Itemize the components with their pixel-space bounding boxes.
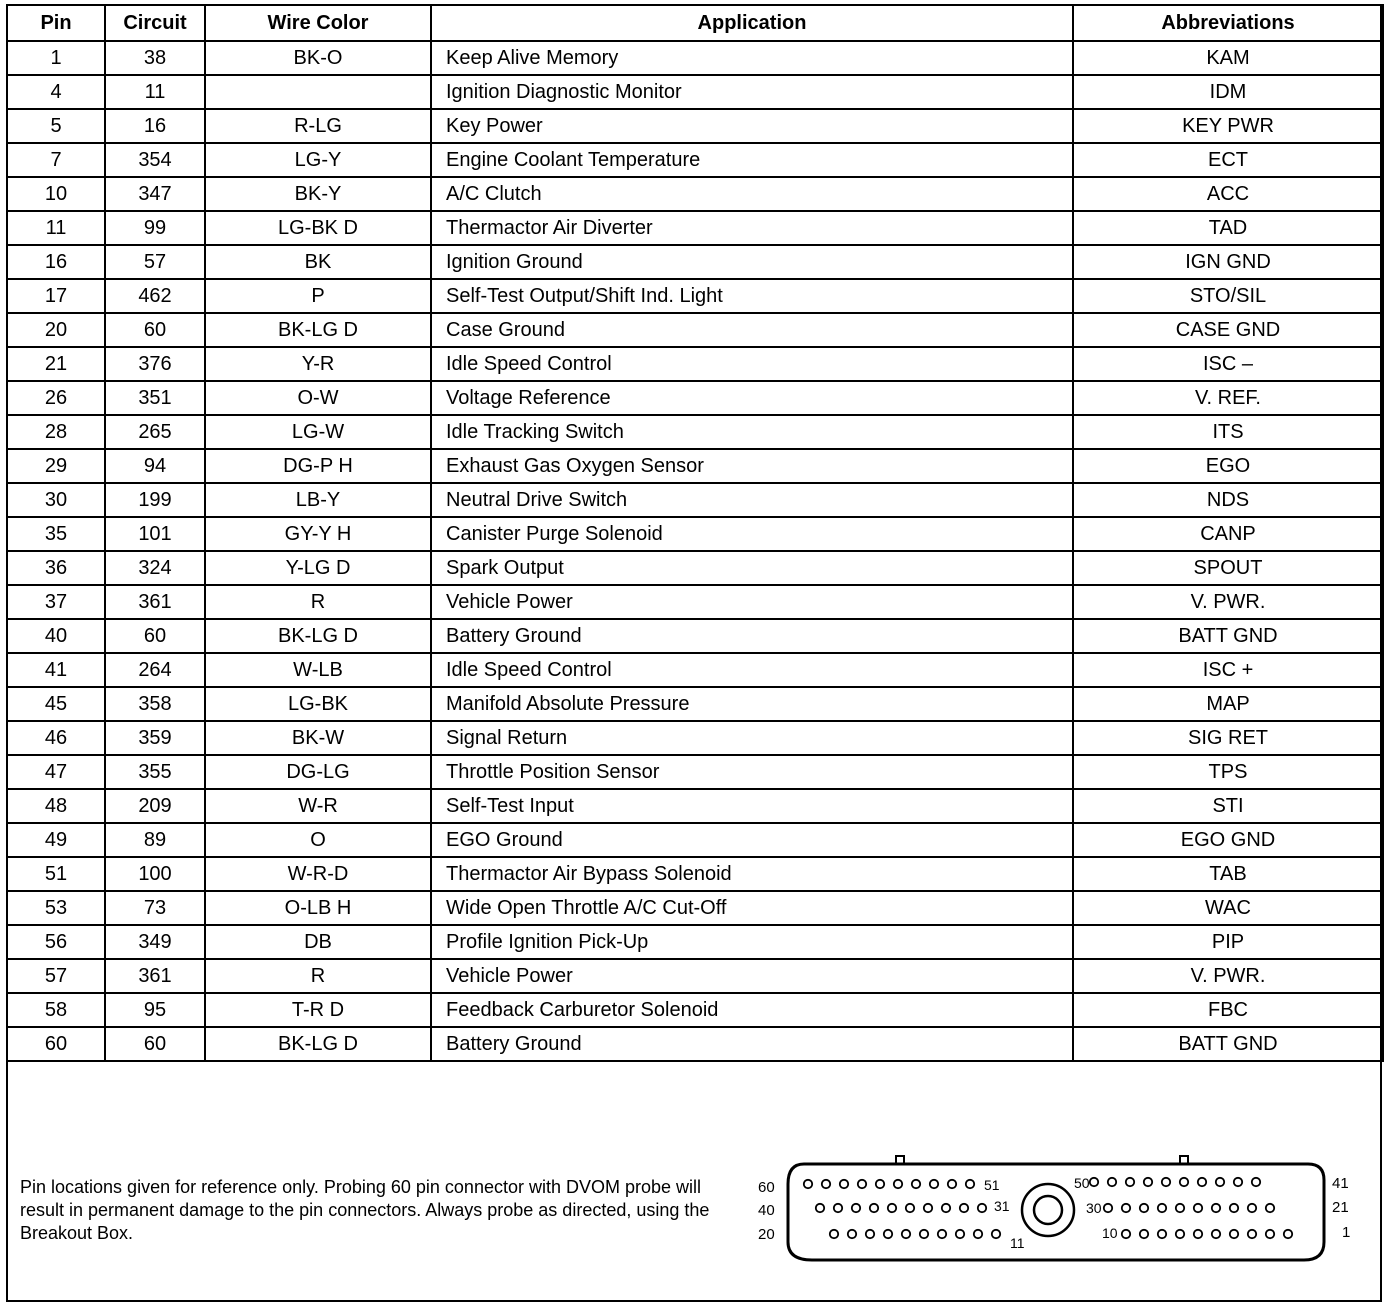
connector-label-41: 41	[1332, 1175, 1349, 1192]
cell-application: Case Ground	[431, 313, 1073, 347]
cell-wire-color: W-LB	[205, 653, 431, 687]
cell-circuit: 94	[105, 449, 205, 483]
cell-pin: 17	[7, 279, 105, 313]
cell-pin: 10	[7, 177, 105, 211]
table-row	[7, 551, 1383, 585]
cell-wire-color: O	[205, 823, 431, 857]
table-row	[7, 653, 1383, 687]
connector-pin	[1140, 1230, 1148, 1238]
table-row	[7, 925, 1383, 959]
cell-abbreviation: PIP	[1073, 925, 1383, 959]
cell-pin: 45	[7, 687, 105, 721]
cell-abbreviation: ACC	[1073, 177, 1383, 211]
connector-pin	[978, 1204, 986, 1212]
cell-application: Vehicle Power	[431, 585, 1073, 619]
table-row	[7, 755, 1383, 789]
connector-label-50: 50	[1074, 1175, 1090, 1191]
connector-pin	[1126, 1178, 1134, 1186]
table-row	[7, 177, 1383, 211]
cell-wire-color: GY-Y H	[205, 517, 431, 551]
table-row	[7, 959, 1383, 993]
cell-abbreviation: TPS	[1073, 755, 1383, 789]
cell-pin: 1	[7, 41, 105, 75]
connector-svg	[752, 1148, 1372, 1268]
cell-abbreviation: CANP	[1073, 517, 1383, 551]
connector-pin	[1252, 1178, 1260, 1186]
connector-pin	[1248, 1230, 1256, 1238]
cell-abbreviation: TAB	[1073, 857, 1383, 891]
cell-circuit: 101	[105, 517, 205, 551]
cell-abbreviation: TAD	[1073, 211, 1383, 245]
cell-application: Thermactor Air Diverter	[431, 211, 1073, 245]
header-abbreviations: Abbreviations	[1073, 5, 1383, 41]
connector-pin	[816, 1204, 824, 1212]
cell-circuit: 349	[105, 925, 205, 959]
connector-center-hole	[1034, 1196, 1062, 1224]
cell-circuit: 209	[105, 789, 205, 823]
cell-pin: 30	[7, 483, 105, 517]
cell-pin: 57	[7, 959, 105, 993]
cell-circuit: 11	[105, 75, 205, 109]
table-row	[7, 347, 1383, 381]
cell-pin: 28	[7, 415, 105, 449]
cell-pin: 7	[7, 143, 105, 177]
cell-pin: 16	[7, 245, 105, 279]
cell-abbreviation: IDM	[1073, 75, 1383, 109]
connector-pin	[992, 1230, 1000, 1238]
cell-pin: 29	[7, 449, 105, 483]
cell-wire-color: W-R-D	[205, 857, 431, 891]
connector-pin	[1158, 1230, 1166, 1238]
connector-pin	[1176, 1230, 1184, 1238]
cell-application: Exhaust Gas Oxygen Sensor	[431, 449, 1073, 483]
cell-pin: 21	[7, 347, 105, 381]
connector-diagram	[752, 1148, 1372, 1268]
cell-circuit: 16	[105, 109, 205, 143]
cell-application: Ignition Ground	[431, 245, 1073, 279]
cell-wire-color: BK	[205, 245, 431, 279]
cell-wire-color: LG-Y	[205, 143, 431, 177]
cell-wire-color: Y-LG D	[205, 551, 431, 585]
connector-pin	[1180, 1178, 1188, 1186]
connector-pin	[956, 1230, 964, 1238]
cell-application: Spark Output	[431, 551, 1073, 585]
cell-wire-color: BK-LG D	[205, 313, 431, 347]
connector-pin	[1108, 1178, 1116, 1186]
connector-pin	[1216, 1178, 1224, 1186]
cell-wire-color	[205, 75, 431, 109]
cell-abbreviation: EGO GND	[1073, 823, 1383, 857]
connector-pin	[1162, 1178, 1170, 1186]
cell-pin: 4	[7, 75, 105, 109]
cell-wire-color: BK-LG D	[205, 619, 431, 653]
connector-center-ring	[1022, 1184, 1074, 1236]
connector-pin	[966, 1180, 974, 1188]
connector-pin	[1212, 1204, 1220, 1212]
cell-wire-color: DG-LG	[205, 755, 431, 789]
connector-pin	[834, 1204, 842, 1212]
connector-label-60: 60	[758, 1179, 775, 1196]
cell-application: Self-Test Input	[431, 789, 1073, 823]
table-row	[7, 993, 1383, 1027]
cell-circuit: 361	[105, 959, 205, 993]
table-row	[7, 449, 1383, 483]
cell-application: Engine Coolant Temperature	[431, 143, 1073, 177]
cell-abbreviation: ISC +	[1073, 653, 1383, 687]
cell-circuit: 89	[105, 823, 205, 857]
table-row	[7, 245, 1383, 279]
cell-application: Idle Speed Control	[431, 653, 1073, 687]
cell-circuit: 359	[105, 721, 205, 755]
cell-abbreviation: ECT	[1073, 143, 1383, 177]
connector-pin	[960, 1204, 968, 1212]
pin-table	[6, 4, 1384, 1062]
connector-pin	[1194, 1204, 1202, 1212]
cell-abbreviation: KEY PWR	[1073, 109, 1383, 143]
cell-application: EGO Ground	[431, 823, 1073, 857]
cell-pin: 20	[7, 313, 105, 347]
header-row	[7, 5, 1383, 41]
cell-abbreviation: ISC –	[1073, 347, 1383, 381]
connector-pin	[1284, 1230, 1292, 1238]
connector-pin	[870, 1204, 878, 1212]
cell-pin: 41	[7, 653, 105, 687]
cell-circuit: 199	[105, 483, 205, 517]
cell-abbreviation: V. PWR.	[1073, 585, 1383, 619]
cell-wire-color: BK-O	[205, 41, 431, 75]
connector-pin	[848, 1230, 856, 1238]
cell-wire-color: LG-W	[205, 415, 431, 449]
connector-pin	[974, 1230, 982, 1238]
connector-pin	[1104, 1204, 1112, 1212]
connector-label-40: 40	[758, 1202, 775, 1219]
connector-pin	[1230, 1230, 1238, 1238]
connector-pin	[1140, 1204, 1148, 1212]
table-row	[7, 279, 1383, 313]
table-row	[7, 415, 1383, 449]
connector-pin	[894, 1180, 902, 1188]
connector-pin	[948, 1180, 956, 1188]
cell-pin: 37	[7, 585, 105, 619]
table-row	[7, 211, 1383, 245]
cell-circuit: 60	[105, 619, 205, 653]
cell-wire-color: R-LG	[205, 109, 431, 143]
cell-pin: 11	[7, 211, 105, 245]
connector-pin	[852, 1204, 860, 1212]
cell-pin: 46	[7, 721, 105, 755]
table-row	[7, 109, 1383, 143]
table-row	[7, 789, 1383, 823]
connector-outline	[788, 1164, 1324, 1260]
pin-table-body	[7, 41, 1383, 1061]
connector-pin	[912, 1180, 920, 1188]
cell-circuit: 264	[105, 653, 205, 687]
cell-pin: 60	[7, 1027, 105, 1061]
table-row	[7, 619, 1383, 653]
connector-pin	[920, 1230, 928, 1238]
cell-application: Vehicle Power	[431, 959, 1073, 993]
connector-pin	[804, 1180, 812, 1188]
cell-pin: 5	[7, 109, 105, 143]
cell-wire-color: DG-P H	[205, 449, 431, 483]
cell-wire-color: W-R	[205, 789, 431, 823]
cell-circuit: 376	[105, 347, 205, 381]
connector-label-51: 51	[984, 1177, 1000, 1193]
table-row	[7, 585, 1383, 619]
connector-pin	[1248, 1204, 1256, 1212]
table-row	[7, 143, 1383, 177]
connector-pin	[1230, 1204, 1238, 1212]
cell-application: Feedback Carburetor Solenoid	[431, 993, 1073, 1027]
connector-pin	[1176, 1204, 1184, 1212]
cell-wire-color: DB	[205, 925, 431, 959]
warning-note: Pin locations given for reference only. Probing 60 pin connector with DVOM probe will result in permanent damage to the pin connectors. Always probe as directed, using the Breakout Box.	[20, 1177, 710, 1243]
cell-application: A/C Clutch	[431, 177, 1073, 211]
cell-application: Battery Ground	[431, 619, 1073, 653]
connector-pin	[1122, 1204, 1130, 1212]
cell-pin: 26	[7, 381, 105, 415]
cell-abbreviation: V. REF.	[1073, 381, 1383, 415]
table-row	[7, 1027, 1383, 1061]
connector-pin	[906, 1204, 914, 1212]
cell-circuit: 60	[105, 313, 205, 347]
cell-abbreviation: BATT GND	[1073, 1027, 1383, 1061]
connector-label-31: 31	[994, 1198, 1010, 1214]
cell-wire-color: R	[205, 959, 431, 993]
cell-application: Idle Speed Control	[431, 347, 1073, 381]
connector-label-11: 11	[1010, 1235, 1025, 1251]
connector-pin	[822, 1180, 830, 1188]
cell-circuit: 73	[105, 891, 205, 925]
cell-abbreviation: BATT GND	[1073, 619, 1383, 653]
cell-wire-color: Y-R	[205, 347, 431, 381]
connector-pin	[876, 1180, 884, 1188]
cell-wire-color: R	[205, 585, 431, 619]
connector-pin	[942, 1204, 950, 1212]
connector-pins	[804, 1178, 1292, 1238]
connector-label-1: 1	[1342, 1224, 1351, 1241]
table-row	[7, 483, 1383, 517]
cell-circuit: 99	[105, 211, 205, 245]
cell-wire-color: LG-BK	[205, 687, 431, 721]
cell-application: Wide Open Throttle A/C Cut-Off	[431, 891, 1073, 925]
cell-abbreviation: MAP	[1073, 687, 1383, 721]
cell-circuit: 324	[105, 551, 205, 585]
cell-application: Canister Purge Solenoid	[431, 517, 1073, 551]
connector-pin	[1144, 1178, 1152, 1186]
cell-abbreviation: STI	[1073, 789, 1383, 823]
connector-label-30: 30	[1086, 1200, 1102, 1216]
header-circuit: Circuit	[105, 5, 205, 41]
cell-wire-color: O-LB H	[205, 891, 431, 925]
cell-pin: 49	[7, 823, 105, 857]
cell-circuit: 361	[105, 585, 205, 619]
connector-pin	[902, 1230, 910, 1238]
cell-abbreviation: V. PWR.	[1073, 959, 1383, 993]
connector-pin	[1158, 1204, 1166, 1212]
cell-circuit: 347	[105, 177, 205, 211]
connector-pin	[1234, 1178, 1242, 1186]
connector-pin	[1122, 1230, 1130, 1238]
connector-pin	[938, 1230, 946, 1238]
cell-application: Battery Ground	[431, 1027, 1073, 1061]
connector-pin	[1194, 1230, 1202, 1238]
cell-circuit: 355	[105, 755, 205, 789]
cell-abbreviation: EGO	[1073, 449, 1383, 483]
cell-pin: 58	[7, 993, 105, 1027]
connector-pin	[930, 1180, 938, 1188]
connector-pin	[866, 1230, 874, 1238]
table-row	[7, 721, 1383, 755]
cell-circuit: 100	[105, 857, 205, 891]
cell-application: Thermactor Air Bypass Solenoid	[431, 857, 1073, 891]
connector-label-20: 20	[758, 1226, 775, 1243]
cell-wire-color: BK-Y	[205, 177, 431, 211]
connector-label-21: 21	[1332, 1199, 1349, 1216]
cell-circuit: 60	[105, 1027, 205, 1061]
cell-application: Profile Ignition Pick-Up	[431, 925, 1073, 959]
cell-abbreviation: NDS	[1073, 483, 1383, 517]
header-pin: Pin	[7, 5, 105, 41]
connector-pin	[884, 1230, 892, 1238]
cell-application: Ignition Diagnostic Monitor	[431, 75, 1073, 109]
table-row	[7, 517, 1383, 551]
table-row	[7, 823, 1383, 857]
cell-pin: 51	[7, 857, 105, 891]
cell-wire-color: LB-Y	[205, 483, 431, 517]
cell-abbreviation: SPOUT	[1073, 551, 1383, 585]
cell-wire-color: O-W	[205, 381, 431, 415]
cell-application: Key Power	[431, 109, 1073, 143]
cell-pin: 53	[7, 891, 105, 925]
cell-application: Self-Test Output/Shift Ind. Light	[431, 279, 1073, 313]
cell-wire-color: T-R D	[205, 993, 431, 1027]
cell-circuit: 358	[105, 687, 205, 721]
connector-label-10: 10	[1102, 1225, 1118, 1241]
connector-pin	[1266, 1204, 1274, 1212]
cell-wire-color: LG-BK D	[205, 211, 431, 245]
header-application: Application	[431, 5, 1073, 41]
connector-pin	[830, 1230, 838, 1238]
cell-pin: 35	[7, 517, 105, 551]
header-wire-color: Wire Color	[205, 5, 431, 41]
table-row	[7, 857, 1383, 891]
cell-circuit: 57	[105, 245, 205, 279]
cell-pin: 48	[7, 789, 105, 823]
cell-abbreviation: IGN GND	[1073, 245, 1383, 279]
table-row	[7, 313, 1383, 347]
cell-wire-color: BK-LG D	[205, 1027, 431, 1061]
connector-pin	[924, 1204, 932, 1212]
connector-pin	[840, 1180, 848, 1188]
cell-application: Voltage Reference	[431, 381, 1073, 415]
cell-abbreviation: WAC	[1073, 891, 1383, 925]
cell-application: Idle Tracking Switch	[431, 415, 1073, 449]
cell-circuit: 95	[105, 993, 205, 1027]
cell-application: Keep Alive Memory	[431, 41, 1073, 75]
cell-abbreviation: CASE GND	[1073, 313, 1383, 347]
cell-wire-color: P	[205, 279, 431, 313]
connector-pin	[1266, 1230, 1274, 1238]
table-row	[7, 381, 1383, 415]
connector-pin	[888, 1204, 896, 1212]
cell-circuit: 38	[105, 41, 205, 75]
connector-pin	[858, 1180, 866, 1188]
connector-pin	[1212, 1230, 1220, 1238]
connector-pin	[1198, 1178, 1206, 1186]
table-row	[7, 891, 1383, 925]
cell-circuit: 265	[105, 415, 205, 449]
cell-circuit: 354	[105, 143, 205, 177]
connector-pin	[1090, 1178, 1098, 1186]
cell-circuit: 462	[105, 279, 205, 313]
table-row	[7, 687, 1383, 721]
cell-abbreviation: FBC	[1073, 993, 1383, 1027]
cell-abbreviation: STO/SIL	[1073, 279, 1383, 313]
cell-pin: 36	[7, 551, 105, 585]
cell-pin: 56	[7, 925, 105, 959]
cell-abbreviation: ITS	[1073, 415, 1383, 449]
cell-application: Neutral Drive Switch	[431, 483, 1073, 517]
cell-application: Throttle Position Sensor	[431, 755, 1073, 789]
cell-application: Signal Return	[431, 721, 1073, 755]
cell-pin: 40	[7, 619, 105, 653]
table-row	[7, 41, 1383, 75]
cell-pin: 47	[7, 755, 105, 789]
cell-wire-color: BK-W	[205, 721, 431, 755]
cell-abbreviation: KAM	[1073, 41, 1383, 75]
cell-abbreviation: SIG RET	[1073, 721, 1383, 755]
cell-application: Manifold Absolute Pressure	[431, 687, 1073, 721]
cell-circuit: 351	[105, 381, 205, 415]
table-row	[7, 75, 1383, 109]
